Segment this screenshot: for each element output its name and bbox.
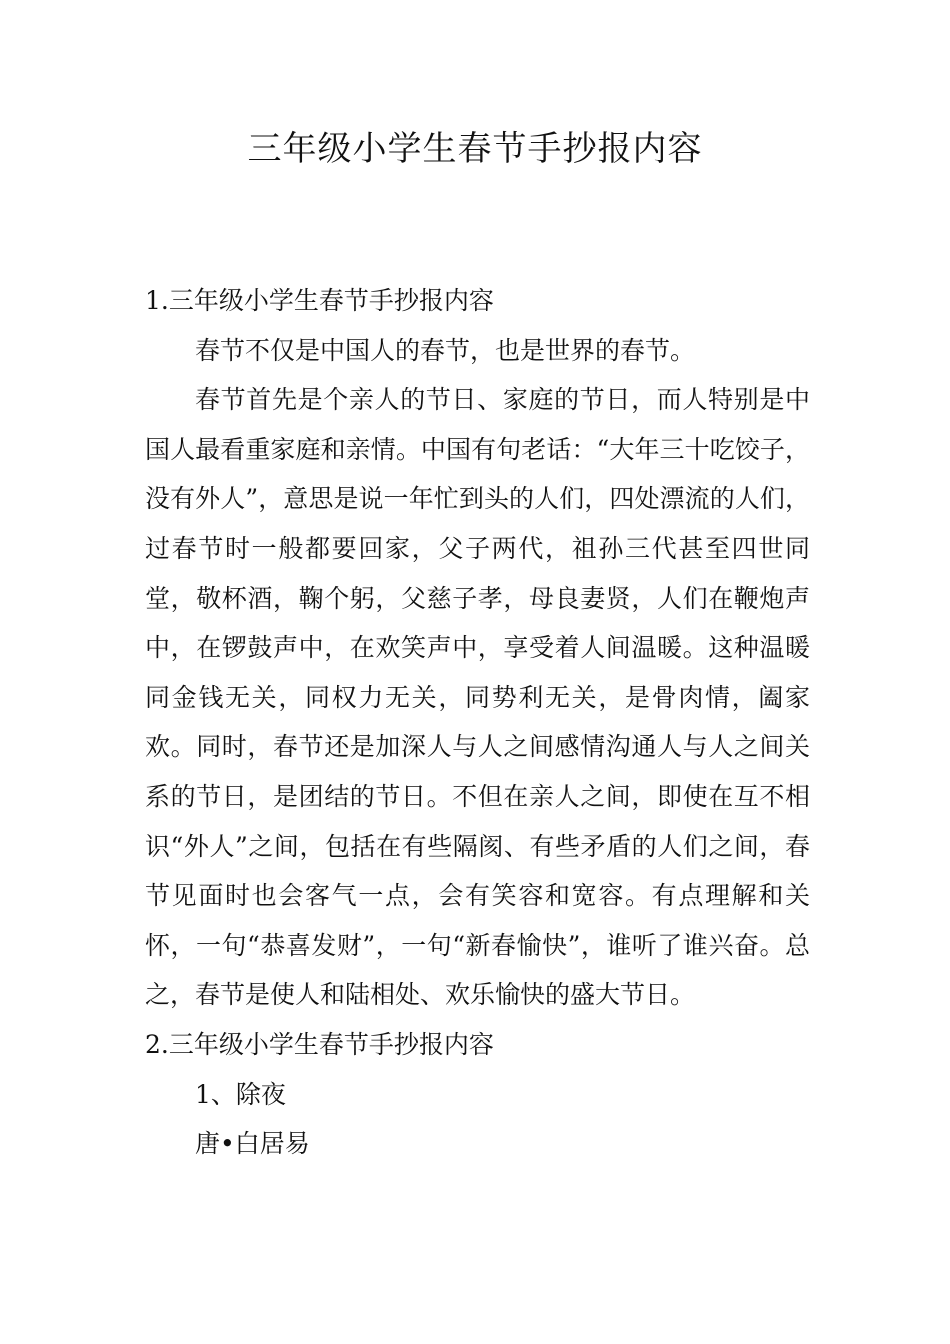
document-title: 三年级小学生春节手抄报内容 [247,129,703,169]
poem-author: 唐•白居易 [195,1129,310,1159]
section-1-paragraph-2: 春节首先是个亲人的节日、家庭的节日，而人特别是中国人最看重家庭和亲情。中国有句老话：“大年三十吃饺子，没有外人”，意思是说一年忙到头的人们，四处漂流的人们，过春节时一般都要回家，父子两代，祖孙三代甚至四世同堂，敬杯酒，鞠个躬，父慈子孝，母良妻贤，人们在鞭炮声中，在锣鼓声中，在欢笑声中，享受着人间温暖。这种温暖同金钱无关，同权力无关，同势利无关，是骨肉情，阖家欢。同时，春节还是加深人与人之间感情沟通人与人之间关系的节日，是团结的节日。不但在亲人之间，即使在互不相识“外人”之间，包括在有些隔阂、有些矛盾的人们之间，春节见面时也会客气一点，会有笑容和宽容。有点理解和关怀，一句“恭喜发财”，一句“新春愉快”，谁听了谁兴奋。总之，春节是使人和陆相处、欢乐愉快的盛大节日。 [145,385,810,1010]
poem-title: 1、除夜 [195,1079,286,1109]
section-2-heading: 2.三年级小学生春节手抄报内容 [145,1029,494,1059]
document-body [145,276,810,1169]
section-1-paragraph-1: 春节不仅是中国人的春节，也是世界的春节。 [195,335,696,365]
section-1-heading: 1.三年级小学生春节手抄报内容 [145,286,494,315]
